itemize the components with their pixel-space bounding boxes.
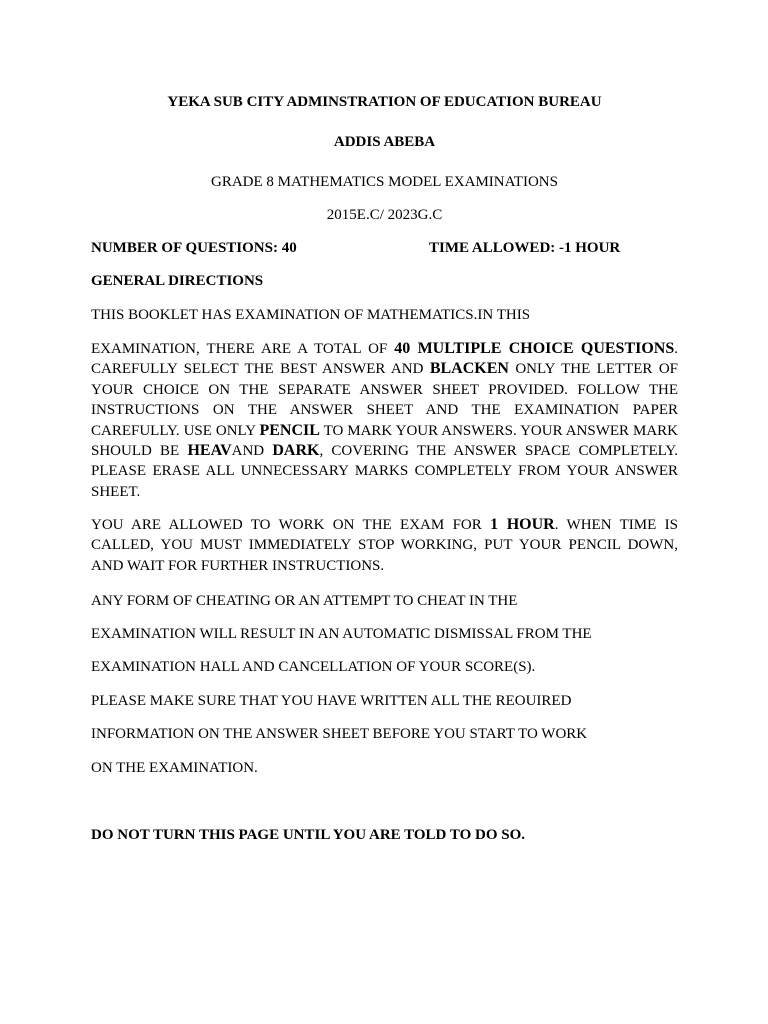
p2-text-2: . WHEN TIME IS CALLED, YOU MUST IMMEDIATELY STOP WORKING, PUT YOUR PENCIL DOWN, AND WAIT FOR FURTHER INSTRUCTIONS. [91, 517, 678, 574]
final-notice: DO NOT TURN THIS PAGE UNTIL YOU ARE TOLD TO DO SO. [91, 827, 526, 843]
p1-text-4: TO MARK YOUR ANSWERS. YOUR ANSWER MARK SHOULD BE [91, 422, 678, 460]
cheating-line-3: EXAMINATION HALL AND CANCELLATION OF YOUR SCORE(S). [91, 659, 536, 675]
info-line-3: ON THE EXAMINATION. [91, 760, 258, 776]
directions-heading: GENERAL DIRECTIONS [91, 273, 264, 289]
exam-year: 2015E.C/ 2023G.C [326, 207, 443, 223]
p1-text-6: , COVERING THE ANSWER SPACE COMPLETELY. PLEASE ERASE ALL UNNECESSARY MARKS COMPLETELY FROM YOUR ANSWER SHEET. [91, 443, 678, 500]
info-line-2: INFORMATION ON THE ANSWER SHEET BEFORE YOU START TO WORK [91, 726, 588, 742]
p1-text-5: AND [231, 443, 273, 460]
city-title: ADDIS ABEBA [333, 134, 436, 150]
info-line-1: PLEASE MAKE SURE THAT YOU HAVE WRITTEN ALL THE REOUIRED [91, 693, 572, 709]
p1-bold-question-count: 40 MULTIPLE CHOICE QUESTIONS [394, 340, 675, 357]
exam-title: GRADE 8 MATHEMATICS MODEL EXAMINATIONS [211, 174, 558, 190]
p1-bold-blacken: BLACKEN [429, 360, 509, 378]
directions-paragraph-2 [91, 515, 678, 576]
directions-paragraph-1 [91, 339, 678, 502]
exam-cover-page [91, 0, 678, 1024]
p1-bold-heav: HEAV [187, 442, 232, 460]
number-of-questions: NUMBER OF QUESTIONS: 40 [91, 240, 297, 256]
p1-bold-dark: DARK [272, 442, 320, 460]
directions-intro: THIS BOOKLET HAS EXAMINATION OF MATHEMATICS.IN THIS [91, 307, 531, 323]
p1-text-2: . CAREFULLY SELECT THE BEST ANSWER AND [91, 341, 679, 378]
p2-text-1: YOU ARE ALLOWED TO WORK ON THE EXAM FOR [91, 517, 491, 533]
cheating-line-1: ANY FORM OF CHEATING OR AN ATTEMPT TO CHEAT IN THE [91, 593, 518, 609]
p1-bold-pencil: PENCIL [259, 421, 320, 439]
p2-bold-duration: 1 HOUR [490, 516, 555, 533]
time-allowed: TIME ALLOWED: -1 HOUR [429, 240, 621, 256]
p1-text-3: ONLY THE LETTER OF YOUR CHOICE ON THE SEPARATE ANSWER SHEET PROVIDED. FOLLOW THE INSTRUCTIONS ON THE ANSWER SHEET AND THE EXAMINATION PAPER CAREFULLY. USE ONLY [91, 361, 679, 439]
cheating-line-2: EXAMINATION WILL RESULT IN AN AUTOMATIC DISMISSAL FROM THE [91, 626, 592, 642]
bureau-title: YEKA SUB CITY ADMINSTRATION OF EDUCATION BUREAU [167, 94, 602, 110]
p1-text-1: EXAMINATION, THERE ARE A TOTAL OF [91, 341, 395, 357]
